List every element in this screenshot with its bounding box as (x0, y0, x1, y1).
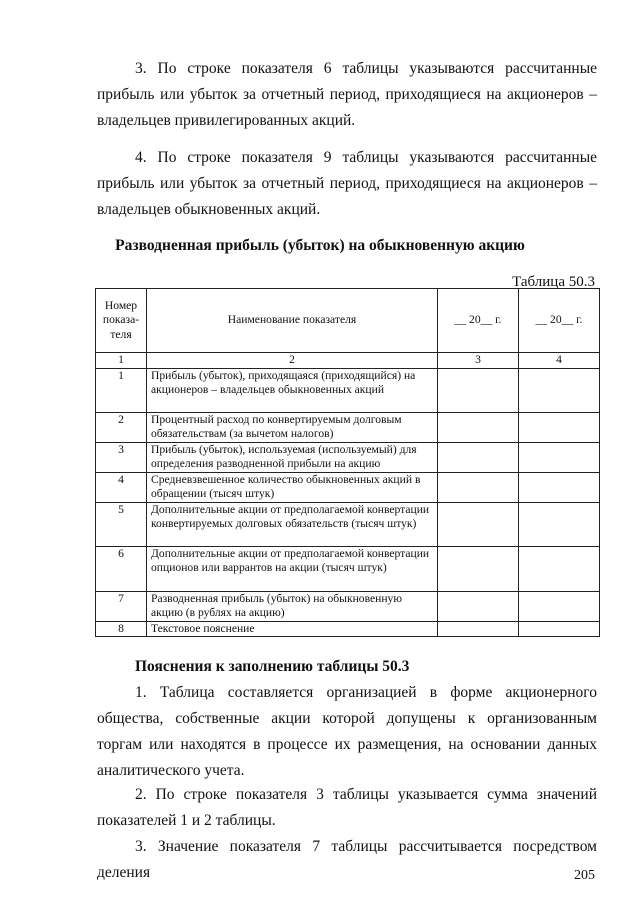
note-paragraph-3: 3. Значение показателя 7 таблицы рассчитывается посредством деления (97, 838, 597, 881)
row-name: Прибыль (убыток), используемая (используемый) для определения разводненной прибыли на акцию (147, 442, 438, 472)
header-year-2: __ 20__ г. (519, 289, 600, 353)
row-number: 6 (96, 546, 147, 591)
note-paragraph-1: 1. Таблица составляется организацией в форме акционерного общества, собственные акции которой допущены к организованным торгам или находятся в процессе их размещения, на основании данных аналитического учета. (97, 684, 597, 779)
table-row (96, 412, 600, 442)
row-name: Текстовое пояснение (147, 621, 438, 637)
row-number: 2 (96, 412, 147, 442)
row-name: Прибыль (убыток), приходящаяся (приходящийся) на акционеров – владельцев обыкновенных акций (147, 368, 438, 412)
paragraph-row9: 4. По строке показателя 9 таблицы указываются рассчитанные прибыль или убыток за отчетный период, приходящиеся на акционеров – владельцев обыкновенных акций. (97, 149, 597, 218)
value-cell (519, 368, 600, 412)
table-row (96, 502, 600, 546)
row-name: Процентный расход по конвертируемым долговым обязательствам (за вычетом налогов) (147, 412, 438, 442)
row-number: 3 (96, 442, 147, 472)
header-number: Номер показа-теля (96, 289, 147, 353)
row-name: Средневзвешенное количество обыкновенных акций в обращении (тысяч штук) (147, 472, 438, 502)
value-cell (519, 502, 600, 546)
column-number: 2 (147, 353, 438, 369)
value-cell (438, 591, 519, 621)
row-name: Дополнительные акции от предполагаемой конвертации конвертируемых долговых обязательств (тысяч штук) (147, 502, 438, 546)
header-name: Наименование показателя (147, 289, 438, 353)
table-row (96, 472, 600, 502)
paragraph-row6: 3. По строке показателя 6 таблицы указываются рассчитанные прибыль или убыток за отчетный период, приходящиеся на акционеров – владельцев привилегированных акций. (97, 60, 597, 129)
column-number: 3 (438, 353, 519, 369)
table-row (96, 591, 600, 621)
row-name: Дополнительные акции от предполагаемой конвертации опционов или варрантов на акции (тысяч штук) (147, 546, 438, 591)
table-row (96, 546, 600, 591)
value-cell (438, 546, 519, 591)
table-title: Разводненная прибыль (убыток) на обыкновенную акцию (115, 237, 525, 254)
value-cell (438, 472, 519, 502)
row-name: Разводненная прибыль (убыток) на обыкновенную акцию (в рублях на акцию) (147, 591, 438, 621)
row-number: 4 (96, 472, 147, 502)
row-number: 1 (96, 368, 147, 412)
table-row (96, 621, 600, 637)
value-cell (519, 442, 600, 472)
value-cell (438, 502, 519, 546)
table-row (96, 368, 600, 412)
notes-title: Пояснения к заполнению таблицы 50.3 (135, 658, 410, 675)
value-cell (519, 621, 600, 637)
value-cell (519, 591, 600, 621)
value-cell (438, 621, 519, 637)
row-number: 7 (96, 591, 147, 621)
header-year-1: __ 20__ г. (438, 289, 519, 353)
table-header-row (96, 289, 600, 353)
value-cell (519, 546, 600, 591)
value-cell (438, 368, 519, 412)
row-number: 8 (96, 621, 147, 637)
table-row (96, 442, 600, 472)
table-caption: Таблица 50.3 (512, 274, 595, 290)
value-cell (438, 412, 519, 442)
value-cell (438, 442, 519, 472)
page-number: 205 (574, 868, 595, 883)
column-number-row (96, 353, 600, 369)
row-number: 5 (96, 502, 147, 546)
value-cell (519, 472, 600, 502)
column-number: 4 (519, 353, 600, 369)
indicators-table (95, 288, 600, 637)
column-number: 1 (96, 353, 147, 369)
note-paragraph-2: 2. По строке показателя 3 таблицы указывается сумма значений показателей 1 и 2 таблицы. (97, 786, 597, 829)
value-cell (519, 412, 600, 442)
